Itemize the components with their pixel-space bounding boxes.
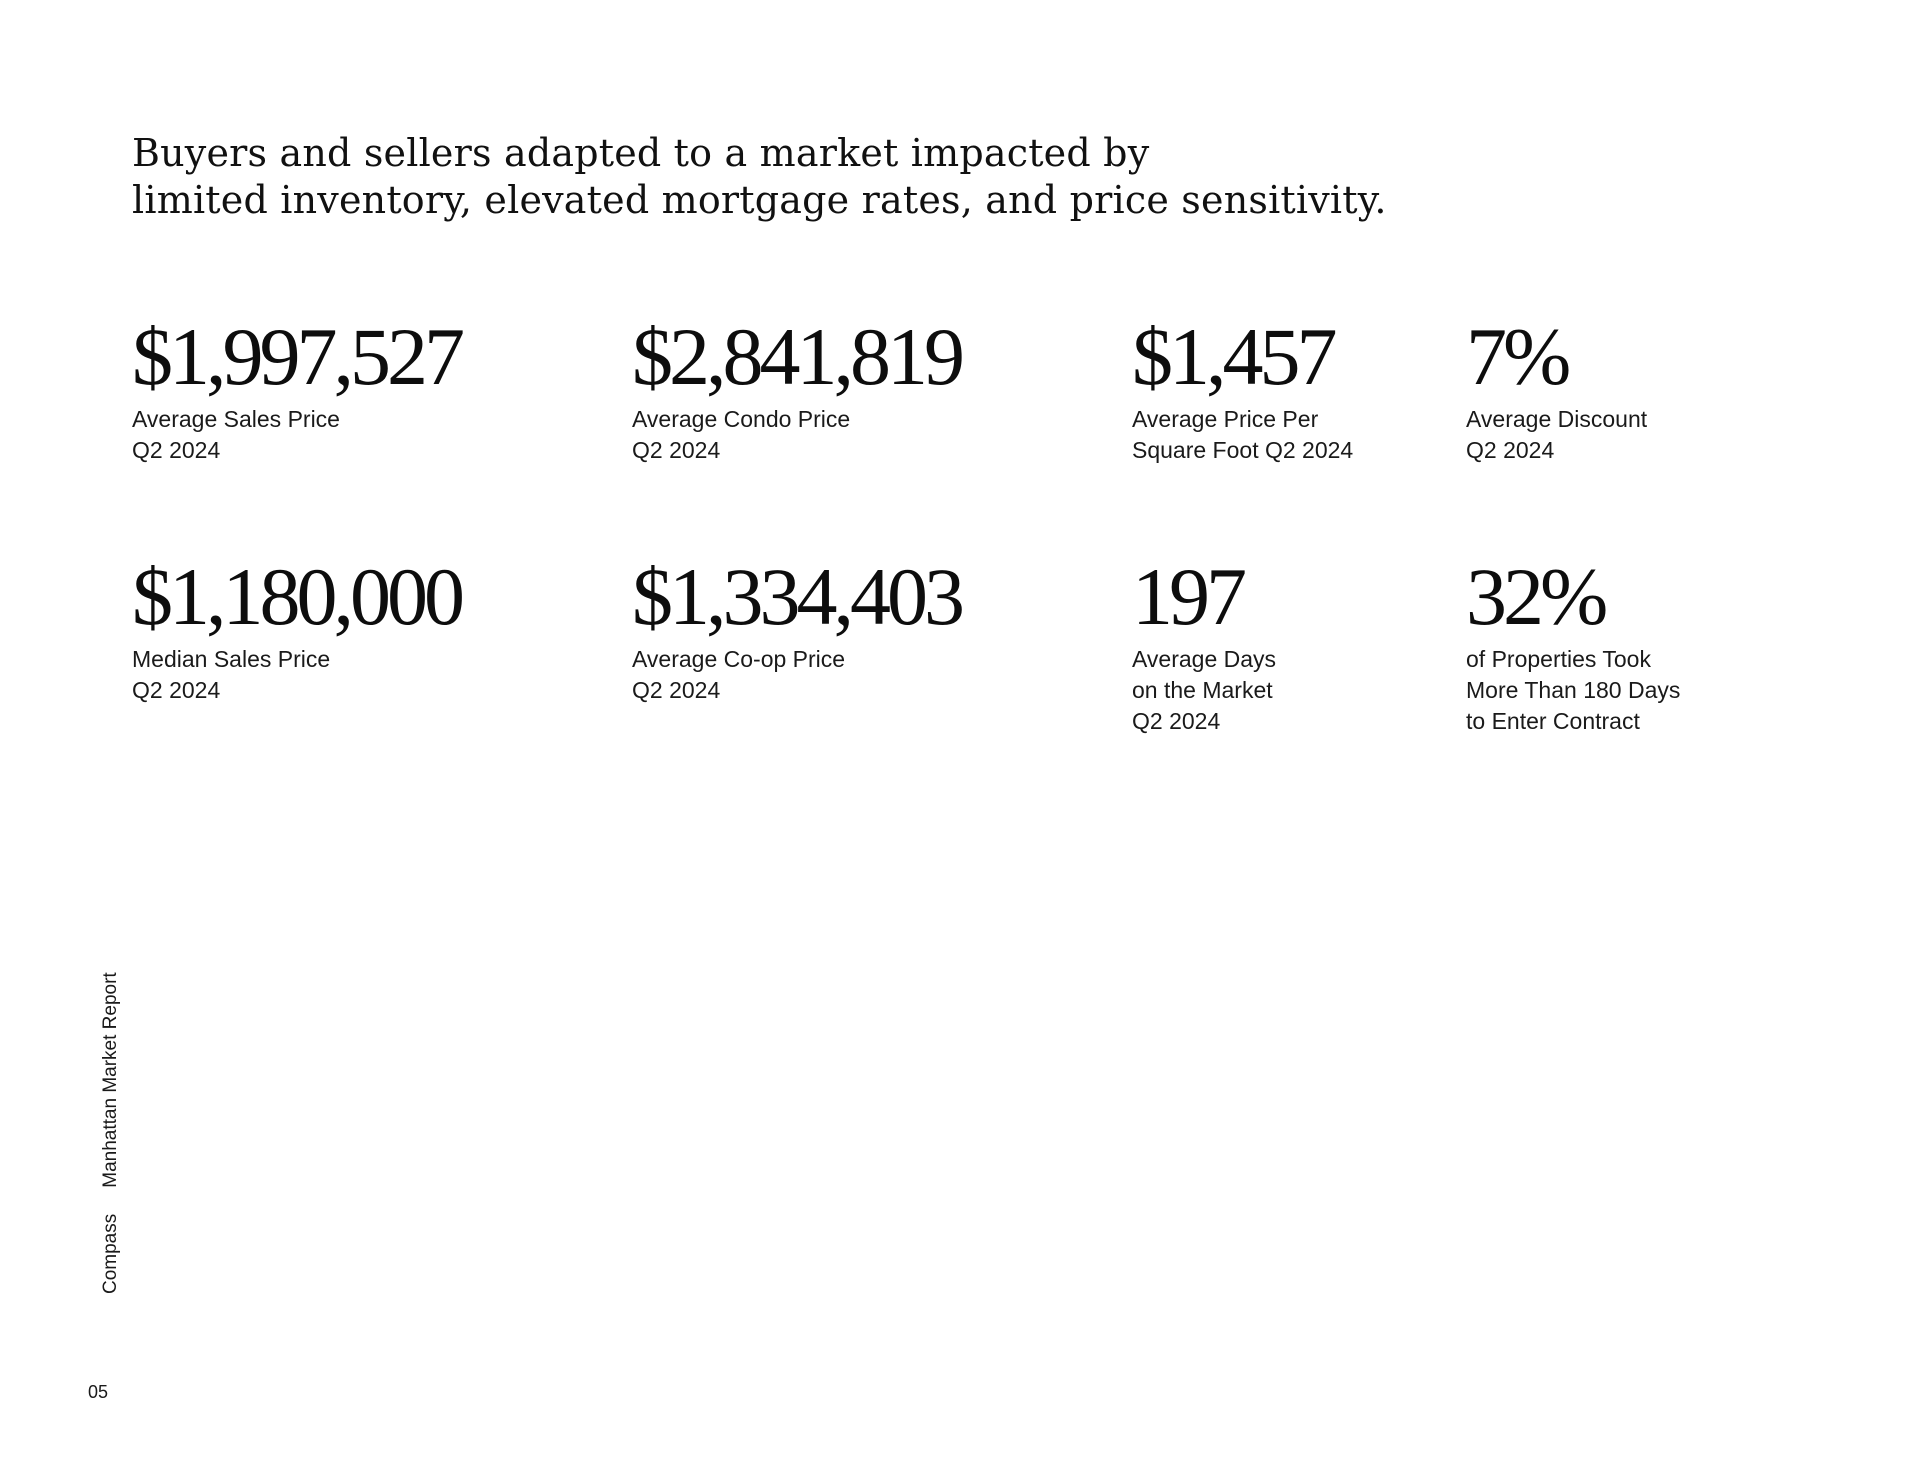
stat-label-line: Average Condo Price xyxy=(632,406,851,432)
stat-label xyxy=(132,404,552,466)
stat-value: 32% xyxy=(1466,551,1605,642)
stat-label-line: Average Price Per xyxy=(1132,406,1319,432)
stat-properties-over-180-days xyxy=(1466,551,1886,737)
headline xyxy=(132,130,1432,224)
headline-line-1: Buyers and sellers adapted to a market impacted by xyxy=(132,131,1150,175)
stat-label-line: Q2 2024 xyxy=(632,677,721,703)
stat-label-line: Average Days xyxy=(1132,646,1277,672)
stat-label xyxy=(1466,404,1886,466)
stat-average-discount xyxy=(1466,311,1886,466)
stat-median-sales-price xyxy=(132,551,552,706)
stat-label-line: Average Co-op Price xyxy=(632,646,846,672)
stat-label-line: Q2 2024 xyxy=(632,437,721,463)
stat-label xyxy=(1466,644,1886,737)
stat-value: $1,997,527 xyxy=(132,311,461,402)
sidebar-report-label xyxy=(100,972,122,1294)
stat-label-line: Square Foot Q2 2024 xyxy=(1132,437,1354,463)
stat-label-line: Median Sales Price xyxy=(132,646,331,672)
stat-label-line: Average Discount xyxy=(1466,406,1648,432)
stat-label xyxy=(632,644,1052,706)
stat-average-coop-price xyxy=(632,551,1052,706)
stat-label-line: Average Sales Price xyxy=(132,406,340,432)
stat-average-sales-price xyxy=(132,311,552,466)
stat-value: $1,457 xyxy=(1132,311,1334,402)
brand-name: Compass xyxy=(100,1213,121,1294)
stat-label-line: Q2 2024 xyxy=(132,437,221,463)
stat-value: 197 xyxy=(1132,551,1243,642)
stat-value: $2,841,819 xyxy=(632,311,961,402)
stat-label-line: Q2 2024 xyxy=(132,677,221,703)
stat-average-condo-price xyxy=(632,311,1052,466)
stat-value: 7% xyxy=(1466,311,1568,402)
stat-label xyxy=(132,644,552,706)
headline-line-2: limited inventory, elevated mortgage rates, and price sensitivity. xyxy=(132,178,1387,222)
stat-label-line: to Enter Contract xyxy=(1466,708,1640,734)
page-number: 05 xyxy=(88,1382,109,1402)
stat-label-line: Q2 2024 xyxy=(1132,708,1221,734)
stat-label-line: on the Market xyxy=(1132,677,1273,703)
stat-label xyxy=(632,404,1052,466)
report-name: Manhattan Market Report xyxy=(100,972,121,1188)
stat-value: $1,180,000 xyxy=(132,551,461,642)
stat-label-line: of Properties Took xyxy=(1466,646,1651,672)
stat-label-line: More Than 180 Days xyxy=(1466,677,1681,703)
stat-value: $1,334,403 xyxy=(632,551,961,642)
stat-label-line: Q2 2024 xyxy=(1466,437,1555,463)
